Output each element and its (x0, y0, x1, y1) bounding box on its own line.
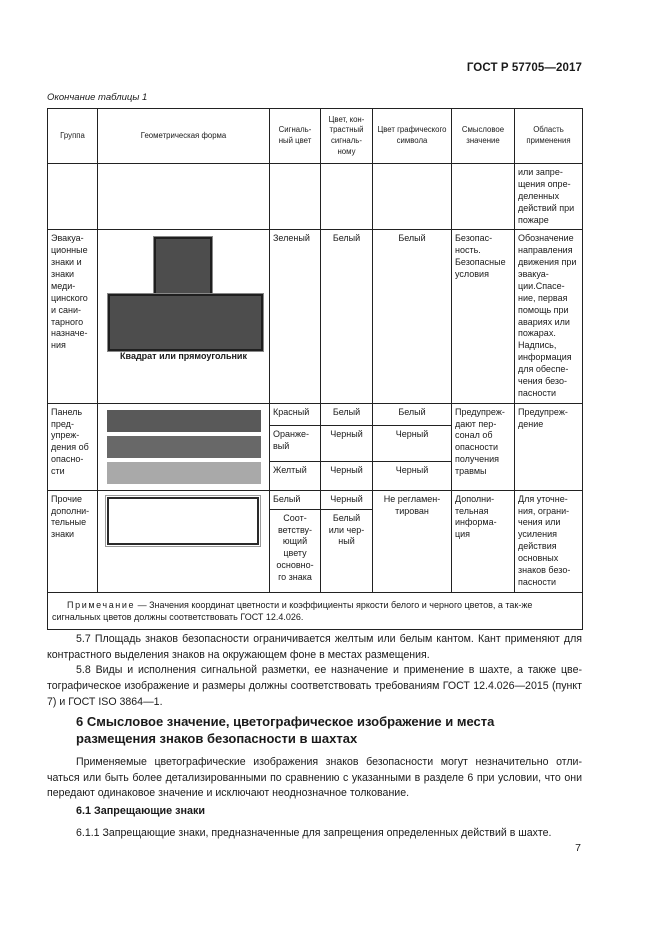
table-header-row (48, 109, 583, 164)
cell-application: или запре-щения опре-деленных действий при пожаре (515, 164, 583, 230)
table-caption: Окончание таблицы 1 (47, 92, 148, 103)
cell-application: Для уточне-ния, ограни-чения или усиления действия основных знаков безо-пасности (515, 490, 583, 592)
cell-signal-color: Зеленый (270, 230, 321, 403)
note-text: — Значения координат цветности и коэффициенты яркости белого и черного цветов, а так-же сигнальных цветов должны соответствовать ГОСТ 12.4.026. (52, 599, 533, 623)
table-row-other-1 (48, 490, 583, 509)
column-header-application: Область применения (515, 109, 583, 164)
column-header-group: Группа (48, 109, 98, 164)
column-header-symbol-color: Цвет графического символа (373, 109, 452, 164)
cell-symbol-color: Не регламен-тирован (373, 490, 452, 592)
cell-shape (98, 403, 270, 490)
white-rectangle-shape (107, 497, 259, 545)
cell-group: Панель пред-упреж-дения об опасно-сти (48, 403, 98, 490)
cell-shape (98, 490, 270, 592)
paragraph-6-1-1: 6.1.1 Запрещающие знаки, предназначенные для запрещения определенных действий в шахте. (76, 827, 552, 839)
cell-signal-color: Желтый (270, 461, 321, 490)
orange-stripe-shape (107, 436, 261, 458)
cell-application: Обозначение направления движения при эвакуа-ции.Спасе-ние, первая помощь при авариях или пожарах. Надпись, информация для обеспе-чения безо-пасности (515, 230, 583, 403)
cell-symbol-color: Белый (373, 403, 452, 425)
paragraph-6-intro-block (47, 755, 582, 802)
cell-group: Прочие дополни-тельные знаки (48, 490, 98, 592)
cell-contrast-color: Белый (321, 230, 373, 403)
column-header-contrast-color: Цвет, кон-трастный сигналь-ному (321, 109, 373, 164)
table-row-warning-1 (48, 403, 583, 425)
cell-group: Эвакуа-ционные знаки и знаки меди-цинского и сани-тарного назначе-ния (48, 230, 98, 403)
note-label: Примечание (67, 599, 136, 610)
cell-application: Предупреж-дение (515, 403, 583, 490)
cell-signal-color: Красный (270, 403, 321, 425)
table-row-evacuation (48, 230, 583, 403)
paragraph-6-1-1-block (47, 826, 582, 842)
column-header-meaning: Смысловое значение (452, 109, 515, 164)
document-code: ГОСТ Р 57705—2017 (466, 62, 582, 74)
cell-signal-color: Оранже-вый (270, 425, 321, 461)
paragraph-5-7-and-5-8 (47, 632, 582, 711)
cell-meaning: Предупреж-дают пер-сонал об опасности получения травмы (452, 403, 515, 490)
yellow-stripe-shape (107, 462, 261, 484)
paragraph-5-7: 5.7 Площадь знаков безопасности ограничивается желтым или белым кантом. Кант применяют для контрастного выделения знаков на окружающем фоне в местах размещения. (47, 633, 582, 661)
cell-signal-color: Соот-ветству-ющий цвету основно-го знака (270, 509, 321, 592)
cell-contrast-color: Белый или чер-ный (321, 509, 373, 592)
table-row-continuation (48, 164, 583, 230)
cell-contrast-color: Черный (321, 425, 373, 461)
cell-contrast-color: Черный (321, 461, 373, 490)
cell-shape (98, 230, 270, 403)
section-6-1-title: 6.1 Запрещающие знаки (76, 805, 206, 817)
cell-meaning: Дополни-тельная информа-ция (452, 490, 515, 592)
column-header-shape: Геометрическая форма (98, 109, 270, 164)
green-rectangle-shape (108, 294, 263, 351)
cell-contrast-color: Черный (321, 490, 373, 509)
cell-meaning: Безопас-ность. Безопасные условия (452, 230, 515, 403)
cell-signal-color: Белый (270, 490, 321, 509)
table-note (48, 592, 583, 629)
column-header-signal-color: Сигналь-ный цвет (270, 109, 321, 164)
paragraph-5-8: 5.8 Виды и исполнения сигнальной разметки, ее назначение и применение в шахте, а также цве-тографическое изображение и размеры должны соответствовать требованиям ГОСТ 12.4.026—2015 (пункт 7) и ГОСТ ISO 3864—1. (47, 664, 582, 708)
signs-table (47, 108, 583, 630)
page-number: 7 (575, 842, 581, 854)
table-note-row (48, 592, 583, 629)
section-6-title: 6 Смысловое значение, цветографическое изображение и места размещения знаков безопасности в шахтах (76, 714, 495, 746)
green-square-shape (154, 237, 212, 299)
red-stripe-shape (107, 410, 261, 432)
cell-symbol-color: Черный (373, 425, 452, 461)
cell-contrast-color: Белый (321, 403, 373, 425)
cell-symbol-color: Черный (373, 461, 452, 490)
paragraph-6-intro: Применяемые цветографические изображения знаков безопасности могут незначительно отли-чаться или быть более детализированными по сравнению с указанными в разделе 6 при условии, что они передают одинаковое значение и исключают неоднозначное толкование. (47, 756, 582, 800)
shape-label: Квадрат или прямоугольник (120, 351, 247, 362)
cell-symbol-color: Белый (373, 230, 452, 403)
